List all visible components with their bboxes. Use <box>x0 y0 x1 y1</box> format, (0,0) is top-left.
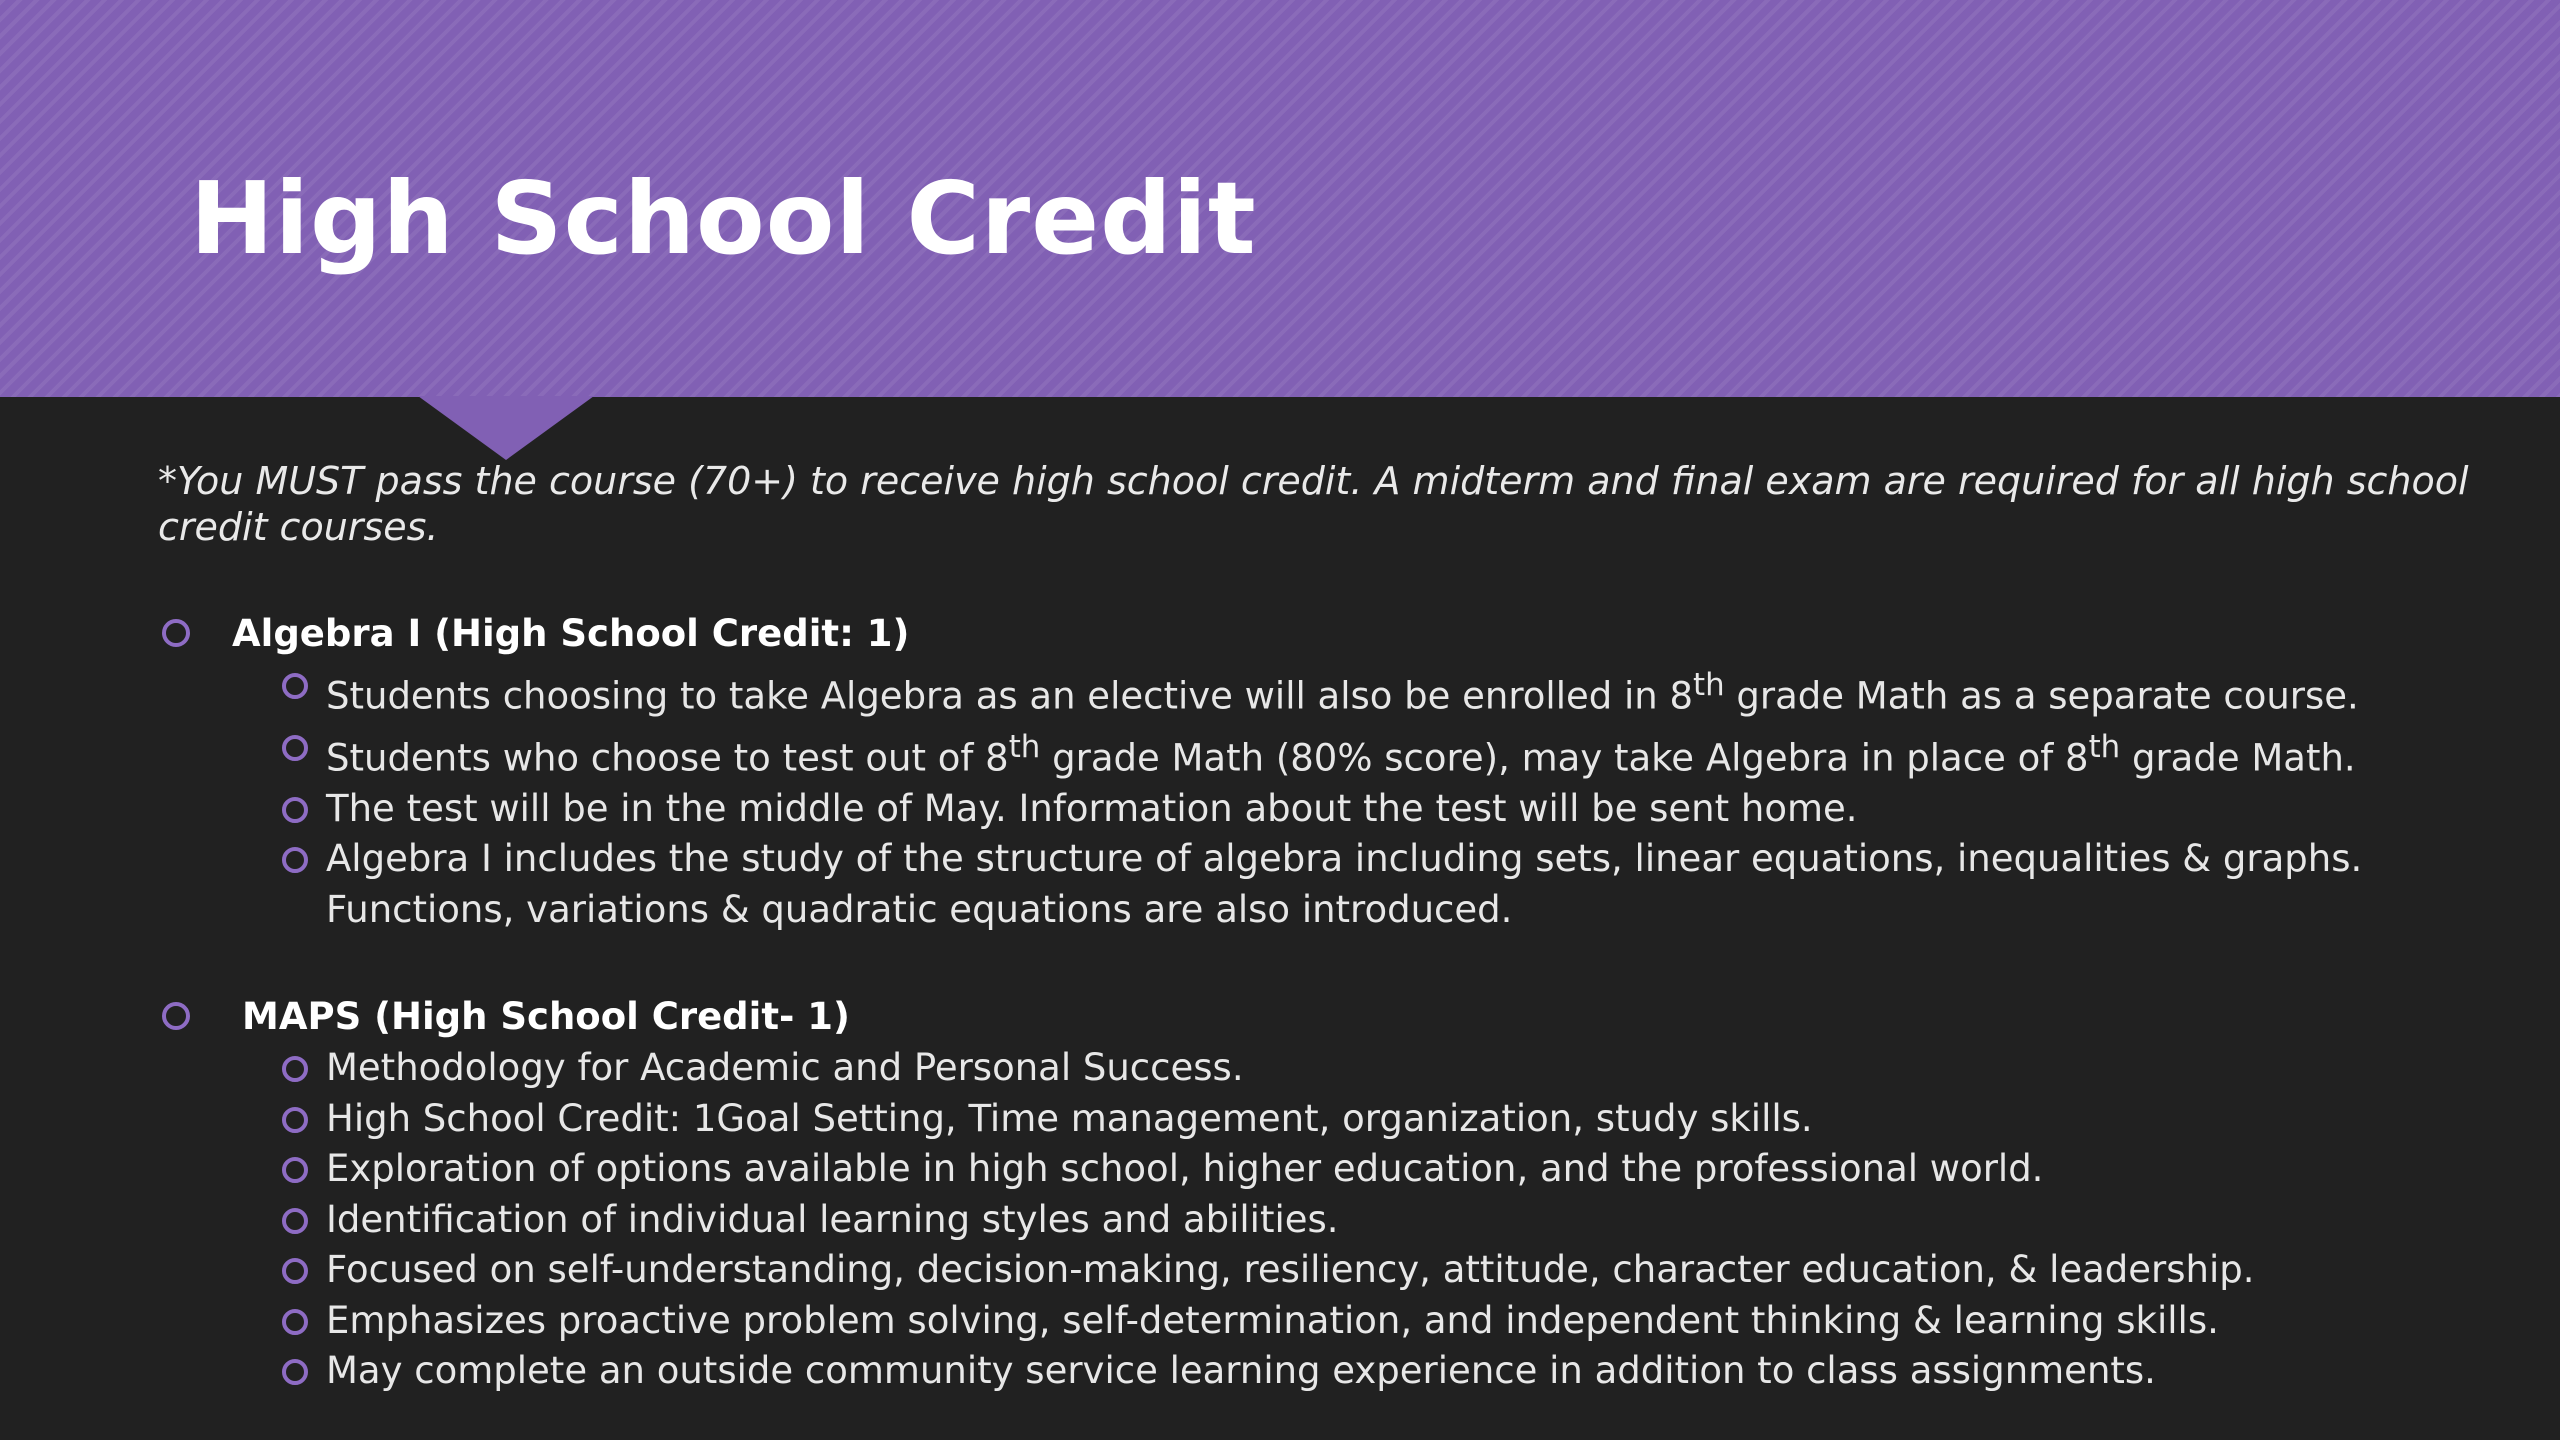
section-heading-algebra <box>158 606 2488 660</box>
list-item <box>158 1094 2488 1145</box>
superscript: th <box>1693 667 1725 703</box>
section-algebra <box>158 606 2488 935</box>
circle-bullet-icon <box>282 1157 308 1183</box>
superscript: th <box>1008 728 1041 765</box>
superscript: th <box>2088 728 2121 765</box>
list-item <box>158 660 2488 722</box>
item-text: Students who choose to test out of 8 <box>326 736 1009 780</box>
credit-requirement-note: *You MUST pass the course (70+) to receive high school credit. A midterm and final exam are required for all high school credit courses. <box>158 459 2469 549</box>
list-item <box>158 722 2488 784</box>
circle-bullet-icon <box>282 1056 308 1082</box>
circle-bullet-icon <box>282 847 308 873</box>
item-text: grade Math. <box>2120 736 2356 780</box>
circle-bullet-icon <box>282 1208 308 1234</box>
list-item <box>158 1195 2488 1246</box>
list-item <box>158 1043 2488 1094</box>
list-item <box>158 1296 2488 1347</box>
circle-bullet-icon <box>282 1309 308 1335</box>
list-item <box>158 784 2488 835</box>
banner-notch <box>418 396 594 460</box>
item-text: Methodology for Academic and Personal Success. <box>326 1046 1244 1090</box>
item-text: Exploration of options available in high school, higher education, and the professional world. <box>326 1147 2044 1191</box>
section-heading-label: MAPS (High School Credit- 1) <box>242 994 850 1038</box>
item-text: Focused on self-understanding, decision-making, resiliency, attitude, character education, & leadership. <box>326 1248 2255 1292</box>
title-banner <box>0 0 2560 397</box>
circle-bullet-icon <box>282 1359 308 1385</box>
item-text: May complete an outside community service learning experience in addition to class assignments. <box>326 1349 2156 1393</box>
circle-bullet-icon <box>282 735 308 761</box>
item-text-continued: Functions, variations & quadratic equations are also introduced. <box>326 887 1513 931</box>
item-text: grade Math (80% score), may take Algebra in place of 8 <box>1040 736 2089 780</box>
list-item <box>158 1144 2488 1195</box>
circle-bullet-icon <box>282 673 308 699</box>
circle-bullet-icon <box>282 1258 308 1284</box>
section-heading-label: Algebra I (High School Credit: 1) <box>232 611 910 655</box>
item-text: High School Credit: 1Goal Setting, Time management, organization, study skills. <box>326 1096 1813 1140</box>
section-maps <box>158 989 2488 1397</box>
item-text: The test will be in the middle of May. Information about the test will be sent home. <box>326 786 1858 830</box>
item-text: Algebra I includes the study of the structure of algebra including sets, linear equations, inequalities & graphs. <box>326 837 2363 881</box>
circle-bullet-icon <box>162 1002 190 1030</box>
list-item <box>158 834 2488 935</box>
item-text: grade Math as a separate course. <box>1724 674 2359 718</box>
item-text: Identification of individual learning styles and abilities. <box>326 1197 1339 1241</box>
circle-bullet-icon <box>282 797 308 823</box>
algebra-details-list <box>158 660 2488 935</box>
list-item <box>158 1245 2488 1296</box>
maps-details-list <box>158 1043 2488 1397</box>
slide-content <box>158 458 2488 1440</box>
circle-bullet-icon <box>162 619 190 647</box>
section-heading-maps <box>158 989 2488 1043</box>
item-text: Emphasizes proactive problem solving, self-determination, and independent thinking & learning skills. <box>326 1298 2219 1342</box>
slide-title: High School Credit <box>190 160 1257 277</box>
circle-bullet-icon <box>282 1107 308 1133</box>
list-item <box>158 1346 2488 1397</box>
item-text: Students choosing to take Algebra as an elective will also be enrolled in 8 <box>326 674 1694 718</box>
